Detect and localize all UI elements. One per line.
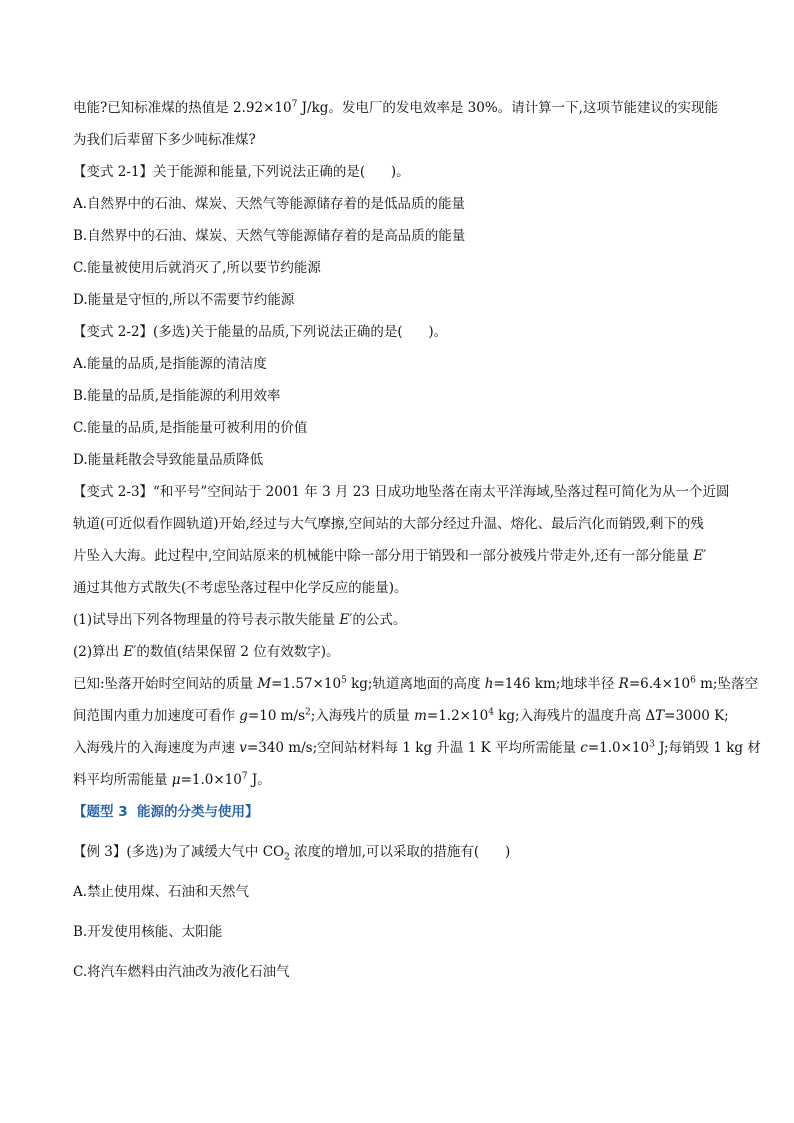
text-line: 轨道(可近似看作圆轨道)开始,经过与大气摩擦,空间站的大部分经过升温、熔化、最后汽化而销毁,剩下的残 [73, 516, 704, 532]
question-title: 【例 3】(多选)为了减缓大气中 $CO_2$ 浓度的增加,可以采取的措施有( ) [73, 844, 511, 863]
option-a: A.能量的品质,是指能源的清洁度 [73, 356, 267, 372]
section-heading: 【题型 3 能源的分类与使用】 [73, 804, 259, 820]
question-title: 【变式 2-2】(多选)关于能量的品质,下列说法正确的是( )。 [73, 324, 448, 340]
given-data: 间范围内重力加速度可看作 g=10 $m/s^2$;入海残片的质量 $m=1.2\times 10^4$ kg;入海残片的温度升高 ΔT=3000 K; [73, 707, 729, 724]
given-data: 已知:坠落开始时空间站的质量 $M=1.57\times 10^5$ kg;轨道离地面的高度 h=146 km;地球半径 $R=6.4\times 10^6$ m;坠落空 [73, 675, 758, 692]
option-d: D.能量耗散会导致能量品质降低 [73, 452, 264, 468]
text-line: 电能?已知标准煤的热值是 $2.92\times 10^7$ J/kg。发电厂的发电效率是 30%。请计算一下,这项节能建议的实现能 [73, 99, 718, 116]
option-b: B.能量的品质,是指能源的利用效率 [73, 388, 281, 404]
subquestion-2: (2)算出 E′的数值(结果保留 2 位有效数字)。 [73, 644, 340, 660]
option-b: B.开发使用核能、太阳能 [73, 924, 223, 940]
subquestion-1: (1)试导出下列各物理量的符号表示散失能量 E′的公式。 [73, 612, 407, 628]
option-a: A.禁止使用煤、石油和天然气 [73, 884, 250, 900]
given-data: 入海残片的入海速度为声速 v=340 m/s;空间站材料每 1 kg 升温 1 K 平均所需能量 $c=1.0\times 10^3$ J;每销毁 1 kg 材 [73, 739, 761, 756]
page-content [73, 98, 761, 983]
option-c: C.将汽车燃料由汽油改为液化石油气 [73, 964, 290, 980]
text-line: 为我们后辈留下多少吨标准煤? [73, 132, 256, 148]
question-title: 【变式 2-1】关于能源和能量,下列说法正确的是( )。 [73, 164, 410, 180]
given-data: 料平均所需能量 $\mu=1.0\times 10^7$ J。 [73, 771, 271, 788]
option-b: B.自然界中的石油、煤炭、天然气等能源储存着的是高品质的能量 [73, 228, 466, 244]
text-line: 通过其他方式散失(不考虑坠落过程中化学反应的能量)。 [73, 580, 408, 596]
question-title: 【变式 2-3】“和平号”空间站于 2001 年 3 月 23 日成功地坠落在南太平洋海域,坠落过程可简化为从一个近圆 [73, 484, 730, 500]
option-c: C.能量被使用后就消灭了,所以要节约能源 [73, 260, 321, 276]
option-d: D.能量是守恒的,所以不需要节约能源 [73, 292, 295, 308]
option-a: A.自然界中的石油、煤炭、天然气等能源储存着的是低品质的能量 [73, 196, 466, 212]
option-c: C.能量的品质,是指能量可被利用的价值 [73, 420, 308, 436]
text-line: 片坠入大海。此过程中,空间站原来的机械能中除一部分用于销毁和一部分被残片带走外,还有一部分能量 E′ [73, 548, 707, 564]
